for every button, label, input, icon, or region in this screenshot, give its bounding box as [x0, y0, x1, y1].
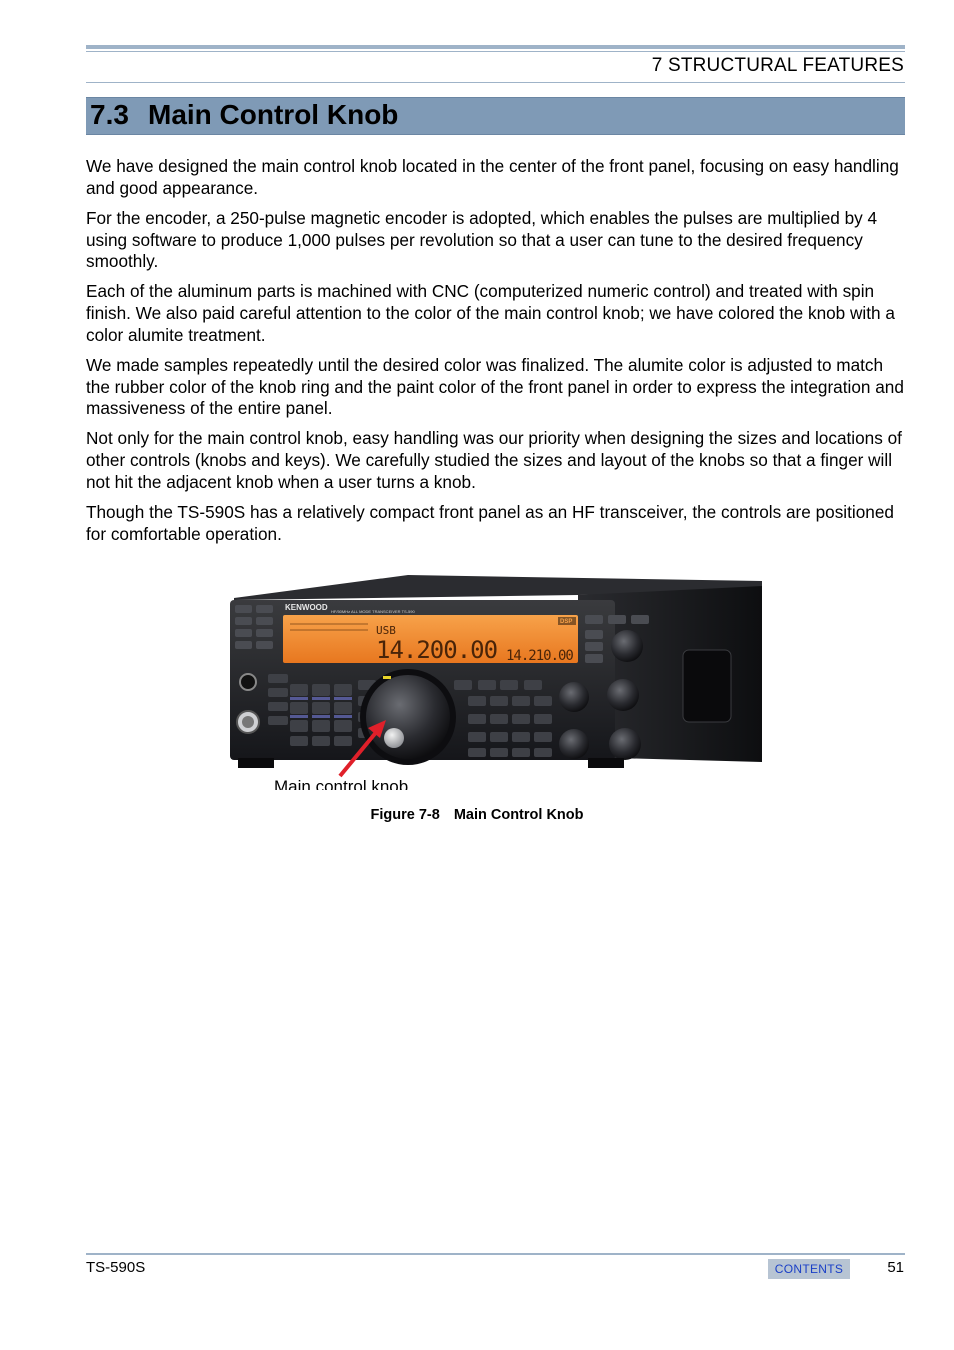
section-title	[86, 98, 905, 132]
header-rule-thin	[86, 51, 905, 52]
paragraph: Though the TS-590S has a relatively compact front panel as an HF transceiver, the controls are positioned for comfortable operation.	[86, 501, 894, 544]
dsp-badge: DSP	[560, 619, 573, 625]
chapter-heading: 7 STRUCTURAL FEATURES	[651, 55, 904, 76]
rit-knob	[611, 630, 643, 662]
transceiver-illustration	[228, 572, 768, 790]
footer-model: TS-590S	[86, 1259, 146, 1276]
af-rf-knob	[609, 728, 641, 760]
paragraph: We made samples repeatedly until the desired color was finalized. The alumite color is adjusted to match the rubber color of the knob ring and the paint color of the front panel in order to express the integration and massiveness of the entire panel.	[86, 354, 904, 419]
side-handle	[683, 650, 731, 722]
busy-led	[383, 676, 391, 679]
section-number: 7.3	[90, 99, 129, 130]
notch-knob	[559, 682, 589, 712]
page-number: 51	[887, 1259, 904, 1276]
paragraph: Each of the aluminum parts is machined with CNC (computerized numeric control) and treated with spin finish. We also paid careful attention to the color of the main control knob; we have colored the knob with a color alumite treatment.	[86, 281, 895, 345]
paragraph: We have designed the main control knob located in the center of the front panel, focusing on easy handling and good appearance.	[86, 156, 899, 198]
lcd-sub-frequency: 14.210.00	[506, 648, 573, 664]
section-heading-bar	[86, 97, 905, 135]
transceiver-figure	[228, 572, 768, 790]
brand-label: KENWOOD	[285, 603, 328, 612]
figure-caption	[0, 807, 954, 823]
caption-number: Figure 7-8	[370, 807, 440, 823]
section-title-text: Main Control Knob	[148, 99, 399, 130]
body-text	[86, 156, 906, 554]
callout-label: Main control knob	[274, 777, 409, 790]
model-label: HF/50MHz ALL MODE TRANSCEIVER TS-590	[331, 609, 415, 614]
af-rf-knob-upper	[607, 679, 639, 711]
contents-button[interactable]: CONTENTS	[768, 1259, 850, 1279]
phones-jack	[240, 674, 256, 690]
header-rule-bottom	[86, 82, 905, 83]
hi-lo-cut-knob	[559, 729, 589, 759]
main-control-knob	[366, 675, 450, 759]
lcd-main-frequency: 14.200.00	[376, 636, 498, 664]
paragraph: For the encoder, a 250-pulse magnetic encoder is adopted, which enables the pulses are multiplied by 4 using software to produce 1,000 pulses per revolution so that a user can tune to the desired frequency smoothly.	[86, 207, 878, 272]
caption-title: Main Control Knob	[453, 807, 584, 823]
footer-rule	[86, 1253, 905, 1255]
paragraph: Not only for the main control knob, easy handling was our priority when designing the sizes and locations of other controls (knobs and keys). We carefully studied the sizes and layout of the knobs so that a finger will not hit the adjacent knob when a user turns a knob.	[86, 428, 902, 492]
lcd-mode: USB	[376, 624, 396, 637]
knob-finger-dimple	[384, 728, 404, 748]
header-rule-thick	[86, 45, 905, 49]
